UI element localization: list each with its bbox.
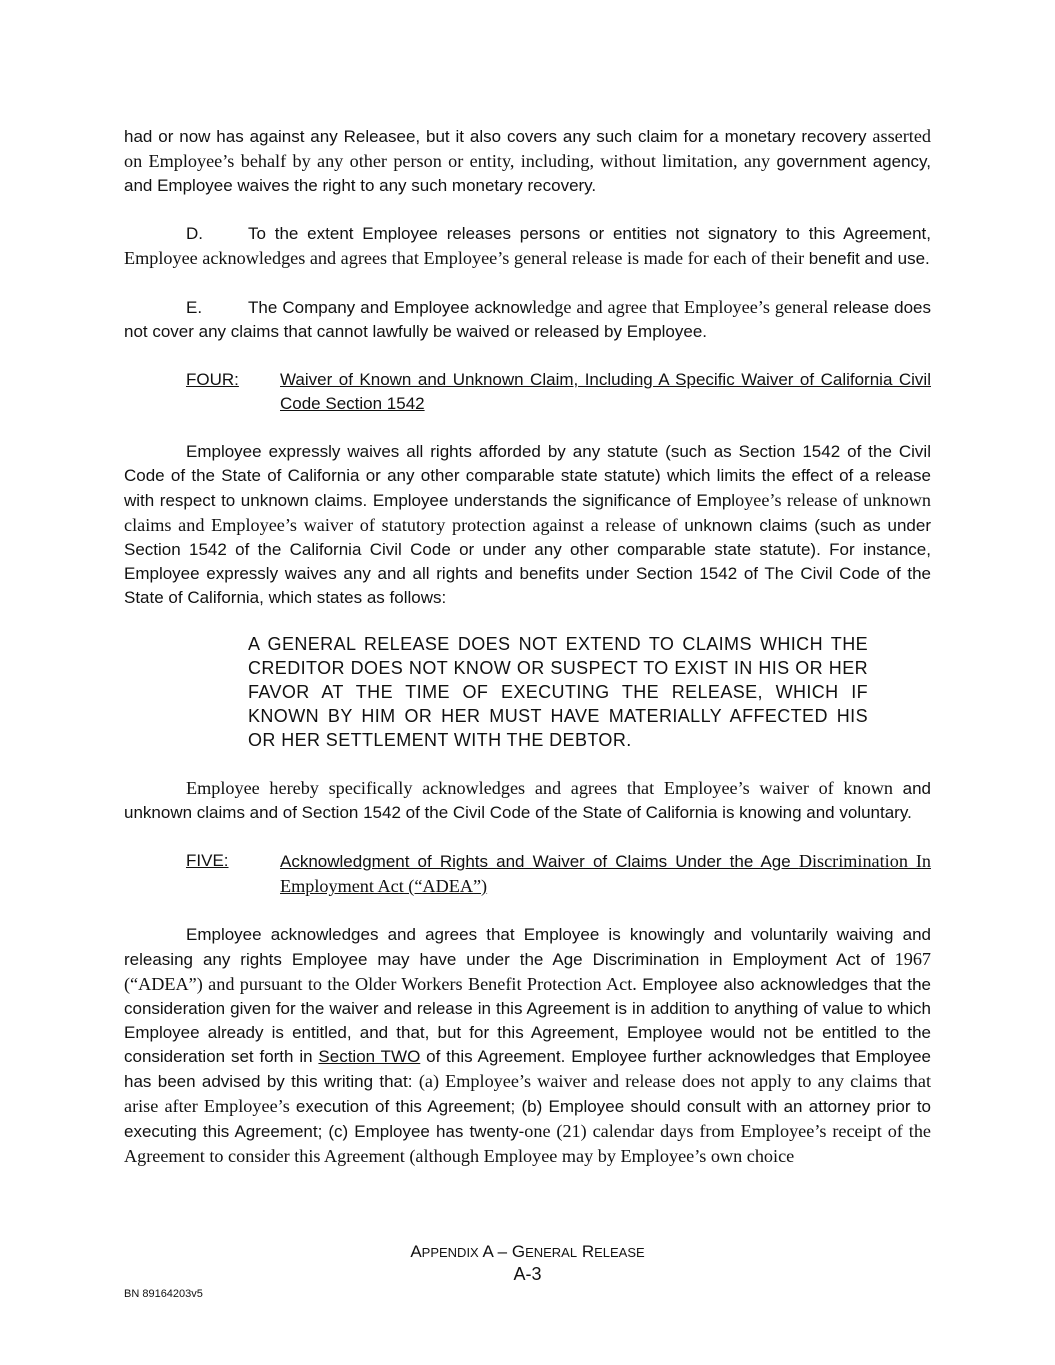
section-title <box>280 849 931 899</box>
footer-title-part: G <box>511 1242 526 1261</box>
paragraph-text: ledge and agree that Employee’s general <box>532 297 834 317</box>
paragraph-text: Employee acknowledges and agrees that Employee is knowingly and voluntarily waiving and releasing any rights Employee may have under the Age Discrimination in Employment Act of <box>124 925 931 969</box>
section-four-body <box>124 440 931 610</box>
footer-title-part: ENERAL <box>525 1245 578 1260</box>
footer-title-part: A <box>410 1242 422 1261</box>
section-two-reference: Section TWO <box>318 1047 421 1066</box>
document-id: BN 89164203v5 <box>124 1288 203 1300</box>
paragraph-text: Employee expressly waives all rights afforded by any statute (such as Section 1542 of the Civil Code of the State of California or any other comparable state statute) which limits the effect of a release with respect to unknown claims. Employee understands the significance of Empl <box>124 442 931 510</box>
paragraph-text: Employee also acknowledges that the consideration given for the waiver and release in this Agreement is in addition to anything of value to which Employee already is entitled, and that, but for this Agreement, Employee would not be entitled to the consideration set forth in <box>124 975 931 1066</box>
section-title-part: Acknowledgment of Rights and Waiver of Claims Under the Age <box>280 852 799 871</box>
paragraph-text: Employee acknowledges and agrees that Employee’s general release is made for each of their <box>124 248 809 268</box>
paragraph-text: oyee’s release of unknown claims and Employee’s waiver of statutory protection against a release of <box>124 490 931 535</box>
footer-title-part: ELEASE <box>594 1245 645 1260</box>
paragraph-text: (a) Employee’s waiver and release does not apply to any claims that arise after Employee’s <box>124 1071 932 1116</box>
section-five-body <box>124 923 931 1169</box>
paragraph-text: 1967 (“ADEA”) and pursuant to the Older Workers Benefit Protection Act. <box>124 949 931 994</box>
paragraph-d <box>124 222 931 271</box>
footer-title-part: R <box>577 1242 595 1261</box>
paragraph-text: Employee hereby specifically acknowledges and agrees that Employee’s waiver of known <box>186 778 903 798</box>
paragraph-text: benefit and use. <box>808 249 930 268</box>
footer-title-part: A – <box>478 1242 512 1261</box>
paragraph-text: asserted on Employee’s behalf by any other person or entity, including, without limitation, any <box>124 126 931 171</box>
paragraph-text: release does not cover any claims that cannot lawfully be waived or released by Employee. <box>124 298 932 341</box>
paragraph-text: execution of this Agreement; (b) Employee should consult with an attorney prior to executing this Agreement; (c) Employee has twenty- <box>124 1097 932 1141</box>
paragraph-label: D. <box>186 224 203 243</box>
paragraph-text: of this Agreement. Employee further acknowledges that Employee has been advised by this writing that: <box>124 1047 931 1091</box>
section-five-heading <box>186 849 931 899</box>
section-title-part: Discrimination In Employment Act (“ADEA”) <box>280 851 931 896</box>
paragraph-text: had or now has against any Releasee, but it also covers any such claim for a monetary recovery <box>124 127 873 146</box>
section-four-heading <box>186 368 931 416</box>
document-page <box>124 124 931 1169</box>
section-number: FIVE: <box>186 851 229 870</box>
continued-paragraph <box>124 124 931 198</box>
section-number: FOUR: <box>186 370 239 389</box>
paragraph-text: government agency, and Employee waives the right to any such monetary recovery. <box>124 152 932 195</box>
paragraph-text: The Company and Employee acknow <box>248 298 533 317</box>
civil-code-quote: A GENERAL RELEASE DOES NOT EXTEND TO CLAIMS WHICH THE CREDITOR DOES NOT KNOW OR SUSPECT TO EXIST IN HIS OR HER FAVOR AT THE TIME OF EXECUTING THE RELEASE, WHICH IF KNOWN BY HIM OR HER MUST HAVE MATERIALLY AFFECTED HIS OR HER SETTLEMENT WITH THE DEBTOR. <box>248 634 868 750</box>
paragraph-text: To the extent Employee releases persons or entities not signatory to this Agreement, <box>248 224 931 243</box>
appendix-footer-title <box>0 1241 1055 1264</box>
paragraph-e <box>124 295 931 344</box>
paragraph-text: and unknown claims and of Section 1542 of the Civil Code of the State of California is knowing and voluntary. <box>124 779 931 822</box>
section-title: Waiver of Known and Unknown Claim, Including A Specific Waiver of California Civil Code Section 1542 <box>280 370 931 413</box>
paragraph-text: one (21) calendar days from Employee’s receipt of the Agreement to consider this Agreement (although Employee may by Employee’s own choice <box>124 1121 931 1166</box>
footer-title-part: PPENDIX <box>421 1245 479 1260</box>
page-number: A-3 <box>513 1264 542 1284</box>
paragraph-label: E. <box>186 298 203 317</box>
section-four-acknowledgment <box>124 776 931 825</box>
paragraph-text: unknown claims (such as under Section 1542 of the California Civil Code or under any other comparable state statute). For instance, Employee expressly waives any and all rights and benefits under Section 1542 of The Civil Code of the State of California, which states as follows: <box>124 516 931 607</box>
